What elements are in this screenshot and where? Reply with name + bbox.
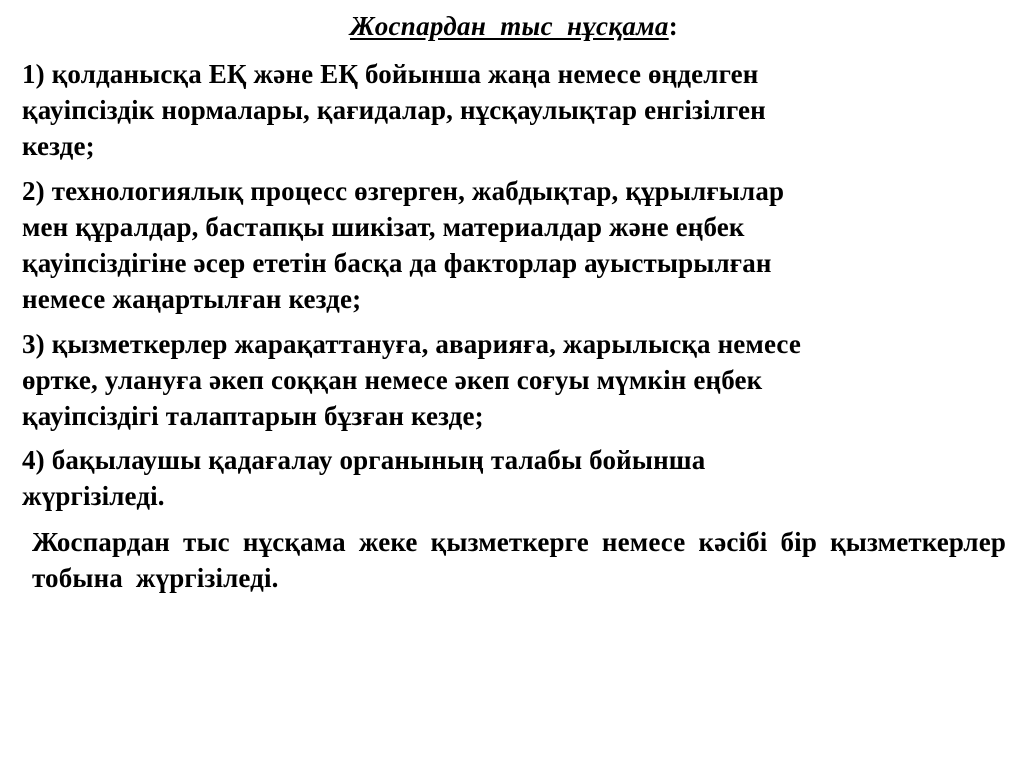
- slide-title: [22, 10, 1006, 42]
- slide-title-text: Жоспардан тыс нұсқама: [349, 11, 669, 41]
- list-item-1: 1) қолданысқа ЕҚ және ЕҚ бойынша жаңа немесе өңделген қауіпсіздік нормалары, қағидалар, нұсқаулықтар енгізілген кезде;: [22, 59, 766, 161]
- list-item-2: 2) технологиялық процесс өзгерген, жабдықтар, құрылғылар мен құралдар, бастапқы шикізат, материалдар және еңбек қауіпсіздігіне әсер ететін басқа да факторлар ауыстырылған немесе жаңартылған кезде;: [22, 176, 785, 314]
- slide-title-colon: :: [668, 11, 679, 41]
- list-item-3: 3) қызметкерлер жарақаттануға, аварияға, жарылысқа немесе өртке, улануға әкеп соққан немесе әкеп соғуы мүмкін еңбек қауіпсіздігі талаптарын бұзған кезде;: [22, 329, 802, 431]
- closing-paragraph: Жоспардан тыс нұсқама жеке қызметкерге немесе кәсібі бір қызметкерлер тобына жүргізіледі.: [32, 527, 1006, 593]
- list-item-4: 4) бақылаушы қадағалау органының талабы бойынша жүргізіледі.: [22, 445, 706, 511]
